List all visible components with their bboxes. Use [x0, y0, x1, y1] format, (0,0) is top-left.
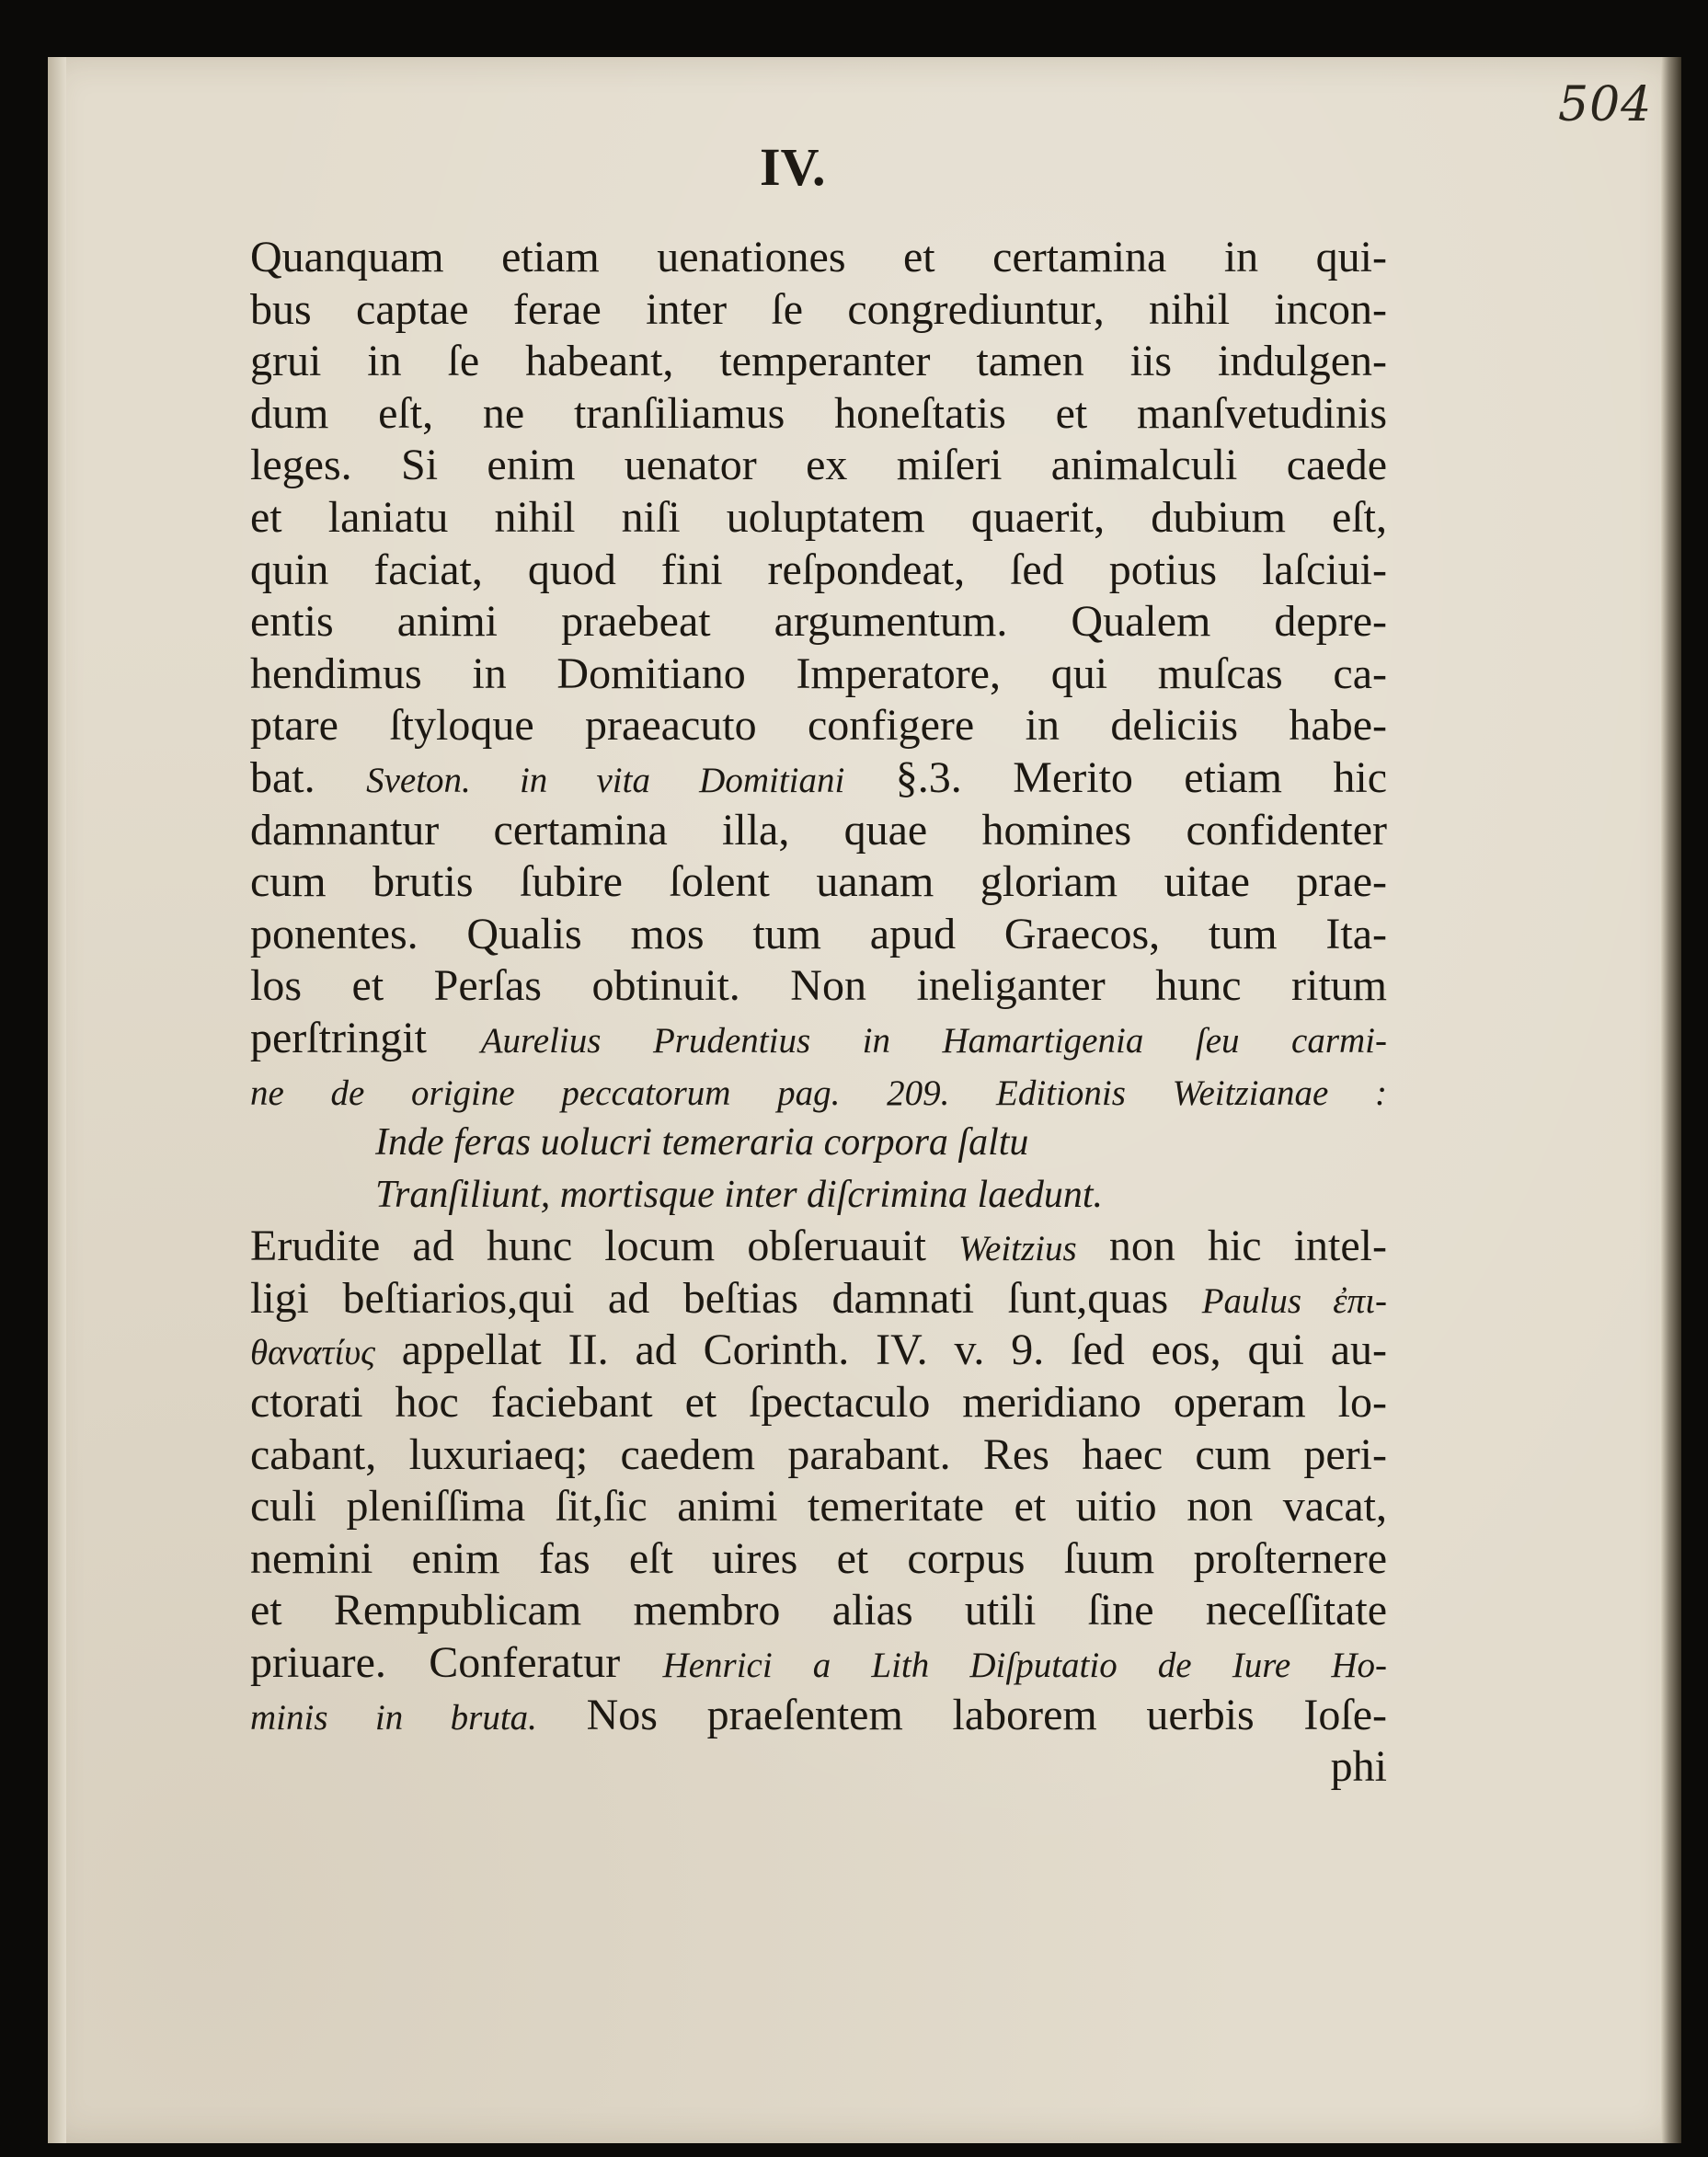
text-line — [250, 856, 1387, 909]
text-line — [250, 700, 1387, 752]
page-fore-edge — [1661, 57, 1681, 2143]
text-line — [250, 336, 1387, 388]
text-run: Quanquam etiam uenationes et certamina in qui- — [250, 233, 1387, 281]
text-line — [250, 1637, 1387, 1690]
text-line — [250, 1325, 1387, 1377]
italic-citation: Paulus ἐπι- — [1201, 1280, 1387, 1321]
text-run: nemini enim fas eſt uires et corpus ſuum proſternere — [250, 1533, 1387, 1583]
catchword — [250, 1741, 1387, 1794]
italic-citation: Henrici a Lith Diſputatio de Iure Ho- — [662, 1646, 1388, 1686]
text-run: et Rempublicam membro alias utili ſine neceſſitate — [250, 1586, 1387, 1635]
text-run: cabant, luxuriaeq; caedem parabant. Res haec cum peri- — [250, 1429, 1387, 1479]
text-line — [250, 596, 1387, 648]
text-run: ptare ſtyloque praeacuto configere in deliciis habe- — [250, 701, 1387, 751]
text-run: non hic intel- — [1076, 1222, 1388, 1271]
text-run: phi — [1330, 1742, 1387, 1792]
text-line — [250, 388, 1387, 441]
text-run: appellat II. ad Corinth. IV. v. 9. ſed eos, qui au- — [374, 1325, 1387, 1375]
text-line — [250, 232, 1387, 284]
italic-citation: Weitzius — [958, 1229, 1077, 1269]
text-run: grui in ſe habeant, temperanter tamen iis indulgen- — [250, 337, 1387, 386]
text-line — [250, 1221, 1387, 1273]
text-run: Inde feras uolucri temeraria corpora ſaltu — [375, 1121, 1029, 1165]
text-line — [250, 1065, 1387, 1118]
text-run: leges. Si enim uenator ex miſeri animalculi caede — [250, 441, 1387, 490]
text-line — [250, 909, 1387, 961]
italic-citation: θανατίυς — [250, 1333, 375, 1373]
text-run: entis animi praebeat argumentum. Qualem depre- — [250, 597, 1387, 647]
text-line — [250, 1429, 1387, 1482]
text-line — [250, 648, 1387, 701]
italic-citation: Aurelius Prudentius in Hamartigenia ſeu carmi- — [480, 1020, 1387, 1061]
text-run: bat. — [250, 752, 367, 802]
text-run: §.3. Merito etiam hic — [844, 752, 1387, 802]
text-run: ligi beſtiarios,qui ad beſtias damnati ſunt,quas — [250, 1273, 1202, 1323]
text-line — [250, 1377, 1387, 1429]
text-line — [250, 284, 1387, 337]
text-line — [250, 1481, 1387, 1533]
verse-line — [250, 1117, 1387, 1169]
text-line — [250, 492, 1387, 545]
section-heading: IV. — [760, 137, 826, 197]
text-run: hendimus in Domitiano Imperatore, qui muſcas ca- — [250, 648, 1387, 698]
italic-citation: minis in bruta. — [250, 1697, 537, 1738]
text-line — [250, 960, 1387, 1013]
text-run: cum brutis ſubire ſolent uanam gloriam uitae prae- — [250, 857, 1387, 907]
text-run: priuare. Conferatur — [250, 1638, 663, 1688]
text-run: culi pleniſſima ſit,ſic animi temeritate et uitio non vacat, — [250, 1482, 1387, 1532]
italic-citation: Sveton. in vita Domitiani — [366, 760, 845, 800]
text-run: Nos praeſentem laborem uerbis Ioſe- — [536, 1690, 1387, 1739]
page-number: 504 — [1558, 77, 1653, 132]
body-text — [250, 232, 1387, 1794]
text-run: Tranſiliunt, mortisque inter diſcrimina laedunt. — [375, 1173, 1104, 1216]
text-run: Erudite ad hunc locum obſeruauit — [250, 1222, 959, 1271]
text-line — [250, 1585, 1387, 1637]
text-run: perſtringit — [250, 1013, 481, 1062]
text-run: et laniatu nihil niſi uoluptatem quaerit, dubium eſt, — [250, 492, 1387, 542]
text-run: ctorati hoc faciebant et ſpectaculo meridiano operam lo- — [250, 1378, 1387, 1428]
text-run: damnantur certamina illa, quae homines confidenter — [250, 805, 1387, 855]
text-line — [250, 805, 1387, 857]
text-run: los et Perſas obtinuit. Non ineliganter hunc ritum — [250, 961, 1387, 1011]
italic-citation: ne de origine peccatorum pag. 209. Editionis Weitzianae : — [250, 1073, 1387, 1113]
text-run: ponentes. Qualis mos tum apud Graecos, tum Ita- — [250, 909, 1387, 958]
text-line — [250, 1013, 1387, 1065]
text-line — [250, 1690, 1387, 1742]
text-line — [250, 752, 1387, 805]
text-run: dum eſt, ne tranſiliamus honeſtatis et manſvetudinis — [250, 388, 1387, 438]
page-gutter-edge — [48, 57, 66, 2143]
text-line — [250, 1273, 1387, 1325]
text-line — [250, 545, 1387, 597]
text-run: bus captae ferae inter ſe congrediuntur, nihil incon- — [250, 284, 1387, 334]
text-line — [250, 440, 1387, 492]
verse-line — [250, 1169, 1387, 1222]
text-run: quin faciat, quod fini reſpondeat, ſed potius laſciui- — [250, 545, 1387, 594]
text-line — [250, 1533, 1387, 1586]
